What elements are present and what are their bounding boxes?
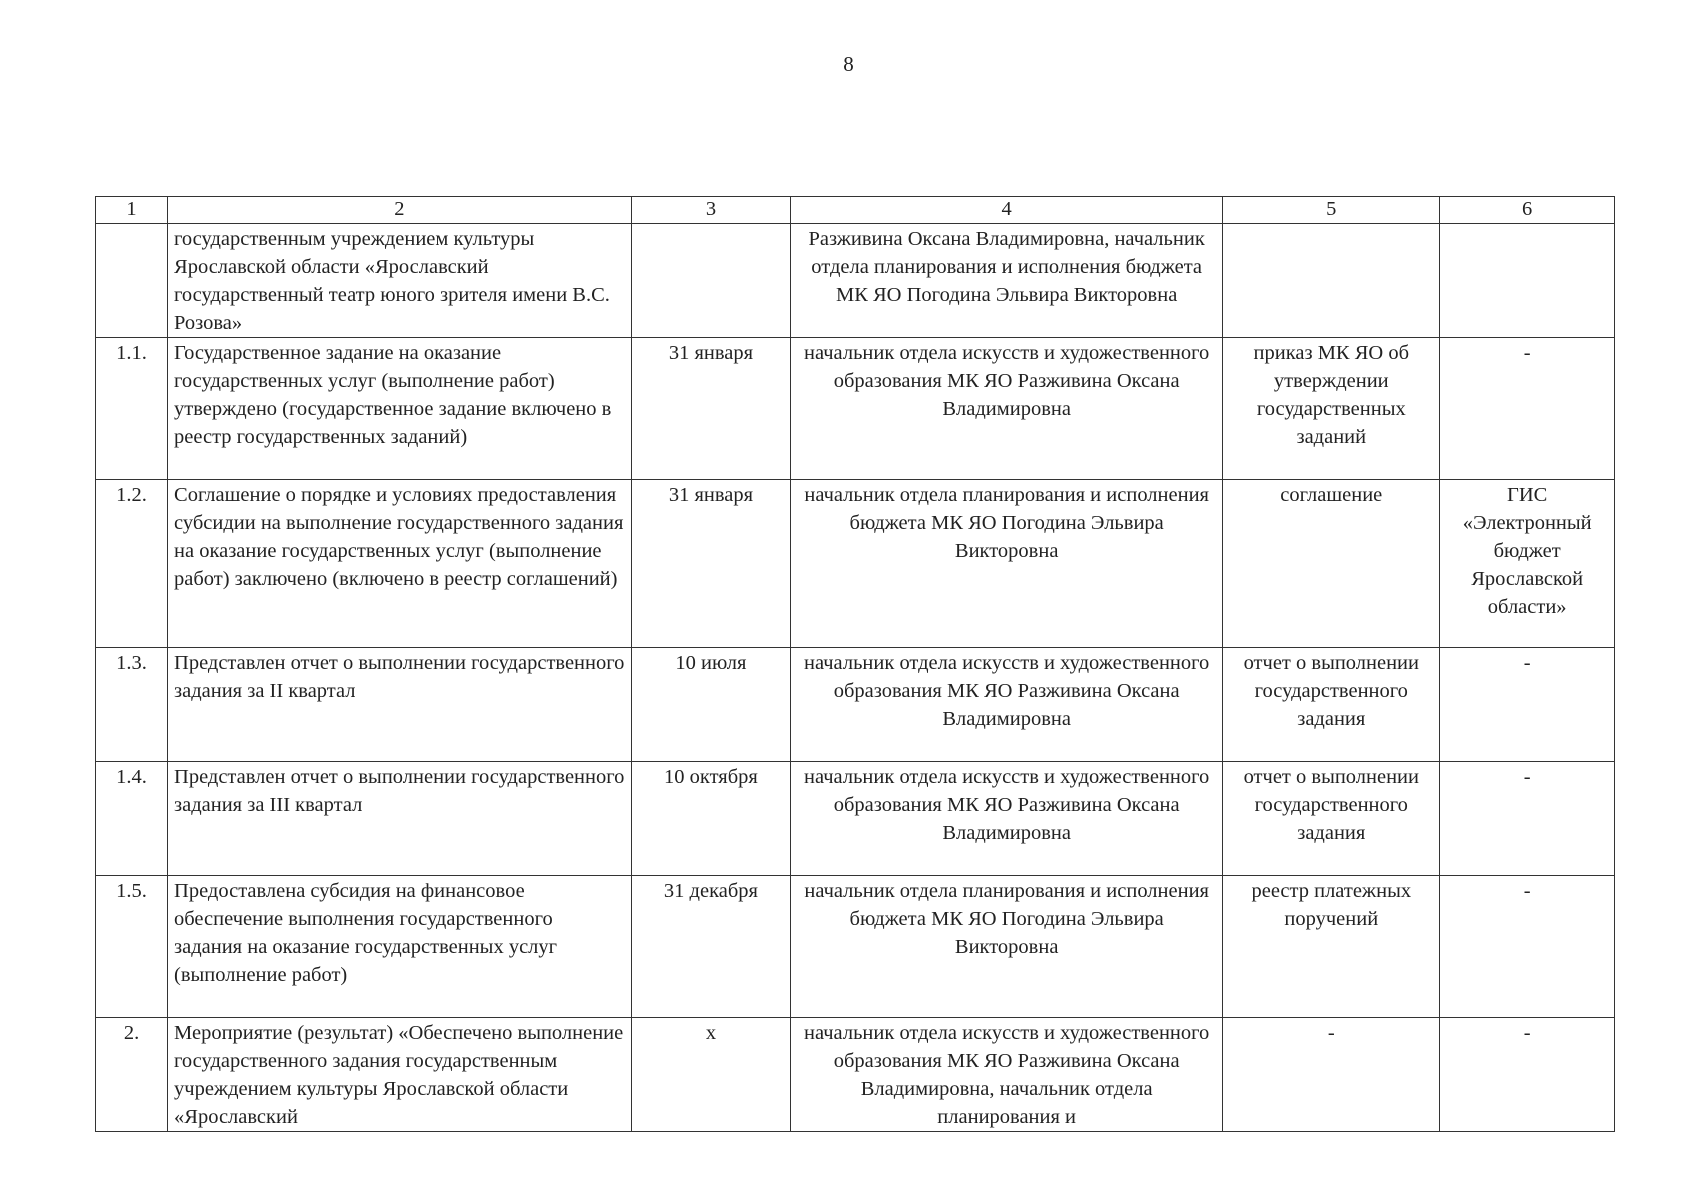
row-number: [96, 224, 168, 338]
row-document: реестр платежных поручений: [1223, 876, 1440, 1018]
header-cell: 6: [1440, 197, 1615, 224]
table-row: [96, 1018, 1615, 1132]
row-document: -: [1223, 1018, 1440, 1132]
row-description: Соглашение о порядке и условиях предоставления субсидии на выполнение государственного задания на оказание государственных услуг (выполнение работ) заключено (включено в реестр соглашений): [168, 480, 632, 648]
row-document: соглашение: [1223, 480, 1440, 648]
plan-table: [95, 196, 1615, 1132]
row-date: 31 января: [631, 338, 790, 480]
table-row: [96, 338, 1615, 480]
table-row: [96, 224, 1615, 338]
row-date: х: [631, 1018, 790, 1132]
row-number: 1.1.: [96, 338, 168, 480]
table-row: [96, 762, 1615, 876]
row-responsible: Разживина Оксана Владимировна, начальник отдела планирования и исполнения бюджета МК ЯО Погодина Эльвира Викторовна: [791, 224, 1223, 338]
row-date: 10 октября: [631, 762, 790, 876]
table-row: [96, 480, 1615, 648]
header-cell: 1: [96, 197, 168, 224]
row-description: государственным учреждением культуры Ярославской области «Ярославский государственный театр юного зрителя имени В.С. Розова»: [168, 224, 632, 338]
row-date: 31 декабря: [631, 876, 790, 1018]
header-cell: 5: [1223, 197, 1440, 224]
row-responsible: начальник отдела планирования и исполнения бюджета МК ЯО Погодина Эльвира Викторовна: [791, 480, 1223, 648]
row-info-system: -: [1440, 1018, 1615, 1132]
row-number: 1.4.: [96, 762, 168, 876]
row-responsible: начальник отдела искусств и художественного образования МК ЯО Разживина Оксана Владимировна, начальник отдела планирования и: [791, 1018, 1223, 1132]
row-date: 31 января: [631, 480, 790, 648]
row-document: приказ МК ЯО об утверждении государственных заданий: [1223, 338, 1440, 480]
table-row: [96, 648, 1615, 762]
row-number: 1.2.: [96, 480, 168, 648]
row-info-system: ГИС «Электронный бюджет Ярославской области»: [1440, 480, 1615, 648]
row-info-system: -: [1440, 338, 1615, 480]
header-cell: 4: [791, 197, 1223, 224]
row-number: 2.: [96, 1018, 168, 1132]
row-description: Государственное задание на оказание государственных услуг (выполнение работ) утверждено (государственное задание включено в реестр государственных заданий): [168, 338, 632, 480]
row-info-system: [1440, 224, 1615, 338]
page-number: 8: [843, 52, 854, 76]
row-description: Предоставлена субсидия на финансовое обеспечение выполнения государственного задания на оказание государственных услуг (выполнение работ): [168, 876, 632, 1018]
row-number: 1.5.: [96, 876, 168, 1018]
row-description: Представлен отчет о выполнении государственного задания за II квартал: [168, 648, 632, 762]
row-document: отчет о выполнении государственного задания: [1223, 648, 1440, 762]
row-number: 1.3.: [96, 648, 168, 762]
row-info-system: -: [1440, 876, 1615, 1018]
row-responsible: начальник отдела искусств и художественного образования МК ЯО Разживина Оксана Владимировна: [791, 762, 1223, 876]
row-responsible: начальник отдела планирования и исполнения бюджета МК ЯО Погодина Эльвира Викторовна: [791, 876, 1223, 1018]
row-date: 10 июля: [631, 648, 790, 762]
row-description: Мероприятие (результат) «Обеспечено выполнение государственного задания государственным учреждением культуры Ярославской области «Ярославский: [168, 1018, 632, 1132]
table-row: [96, 876, 1615, 1018]
header-cell: 3: [631, 197, 790, 224]
row-date: [631, 224, 790, 338]
row-description: Представлен отчет о выполнении государственного задания за III квартал: [168, 762, 632, 876]
row-info-system: -: [1440, 762, 1615, 876]
row-document: отчет о выполнении государственного задания: [1223, 762, 1440, 876]
header-cell: 2: [168, 197, 632, 224]
row-responsible: начальник отдела искусств и художественного образования МК ЯО Разживина Оксана Владимировна: [791, 648, 1223, 762]
row-info-system: -: [1440, 648, 1615, 762]
table-header-row: [96, 197, 1615, 224]
row-document: [1223, 224, 1440, 338]
row-responsible: начальник отдела искусств и художественного образования МК ЯО Разживина Оксана Владимировна: [791, 338, 1223, 480]
